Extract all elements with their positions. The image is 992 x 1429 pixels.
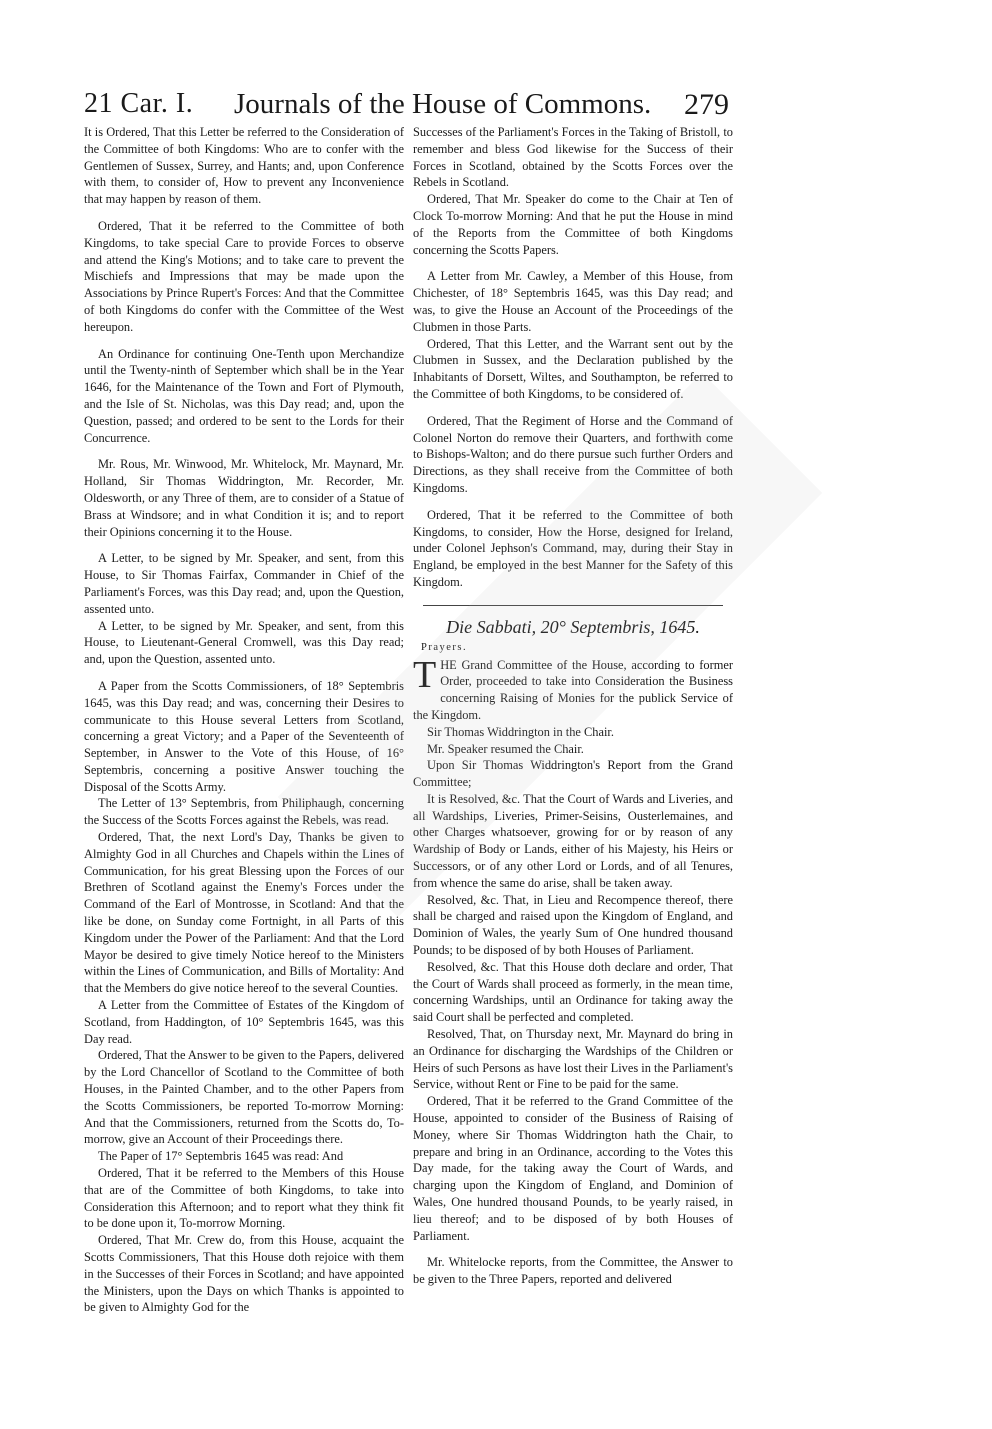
- paragraph: Ordered, That Mr. Crew do, from this House, acquaint the Scotts Commissioners, That this House doth rejoice with them in the Successes of their Forces in Scotland; and have appointed the Ministers, upon the Days on which Thanks is appointed to be given to Almighty God for the: [84, 1233, 404, 1315]
- paragraph: Mr. Whitelocke reports, from the Committee, the Answer to be given to the Three Papers, reported and delivered: [413, 1255, 733, 1287]
- paragraph: It is Ordered, That this Letter be referred to the Consideration of the Committee of both Kingdoms: Who are to confer with the Gentlemen of Sussex, Surrey, and Hants; and, upon Conference with them, to consider of, How to prevent any Inconvenience that may happen by reason of them.: [84, 125, 404, 207]
- paragraph: Resolved, &c. That this House doth declare and order, That the Court of Wards shall proceed as formerly, in the mean time, concerning Wardships, until an Ordinance for taking away the said Court shall be perfected and completed.: [413, 959, 733, 1025]
- paragraph: Resolved, &c. That, in Lieu and Recompence thereof, there shall be charged and raised upon the Kingdom of England, and Dominion of Wales, the yearly Sum of One hundred thousand Pounds; to be disposed of by both Houses of Parliament.: [413, 892, 733, 958]
- section-heading: Die Sabbati, 20° Septembris, 1645.: [446, 616, 700, 637]
- paragraph: Ordered, That, the next Lord's Day, Thanks be given to Almighty God in all Churches and Chapels within the Lines of Communication, for his great Blessing upon the Forces of our Brethren of Scotland against the Enemy's Forces under the Command of the Earl of Montrosse, in Scotland: And that the like be done, on Sunday come Fortnight, in all Parts of this Kingdom under the Power of the Parliament: And that the Lord Mayor be desired to give timely Notice hereof to the Ministers within the Lines of Communication, and Bills of Mortality: And that the Members do give notice hereof to the several Counties.: [84, 830, 404, 996]
- paragraph: A Paper from the Scotts Commissioners, of 18° Septembris 1645, was this Day read; and was, concerning their Desires to communicate to this House several Letters from Scotland, concerning a great Victory; and a Paper of the Seventeenth of September, in Answer to the Vote of this House, of 16° Septembris, concerning a positive Answer touching the Disposal of the Scotts Army.: [84, 678, 404, 794]
- paragraph: Ordered, That this Letter, and the Warrant sent out by the Clubmen in Sussex, and the Declaration published by the Inhabitants of Dorsett, Wiltes, and Southampton, be referred to the Committee of both Kingdoms, to be considered of.: [413, 336, 733, 401]
- paragraph: Sir Thomas Widdrington in the Chair.: [427, 724, 614, 739]
- paragraph: HE Grand Committee of the House, according to former Order, proceeded to take into Consideration the Business concerning Raising of Monies for the publick Service of the Kingdom.: [413, 657, 733, 722]
- paragraph: Upon Sir Thomas Widdrington's Report from the Grand Committee;: [413, 758, 733, 790]
- paragraph: Ordered, That it be referred to the Committee of both Kingdoms, to consider, How the Horse, designed for Ireland, under Colonel Jephson's Command, may, during their Stay in England, be employed in the best Manner for the Safety of this Kingdom.: [413, 507, 733, 589]
- paragraph: Mr. Speaker resumed the Chair.: [427, 741, 584, 756]
- paragraph: A Letter, to be signed by Mr. Speaker, and sent, from this House, to Lieutenant-General Cromwell, was this Day read; and, upon the Question, assented unto.: [84, 618, 404, 667]
- left-column: [84, 124, 404, 1316]
- paragraph: Ordered, That it be referred to the Grand Committee of the House, appointed to consider of the Business of Raising of Money, where Sir Thomas Widdrington hath the Chair, to prepare and bring in an Ordinance, according to the Votes this Day made, for the taking away the Court of Wards, and charging upon the Kingdom of England, and Dominion of Wales, One hundred thousand Pounds, to be yearly raised, in lieu thereof; and to be disposed of by both Houses of Parliament.: [413, 1094, 733, 1243]
- paragraph: Successes of the Parliament's Forces in the Taking of Bristoll, to remember and bless God likewise for the Success of their Forces in Scotland, obtained by the Scotts Forces over the Rebels in Scotland.: [413, 125, 733, 190]
- paragraph: Ordered, That it be referred to the Members of this House that are of the Committee of both Kingdoms, to take into Consideration this Afternoon; and to report what they think fit to be done upon it, To-morrow Morning.: [84, 1166, 404, 1231]
- paragraph: A Letter from Mr. Cawley, a Member of this House, from Chichester, of 18° Septembris 1645, was this Day read; and was, to give the House an Account of the Proceedings of the Clubmen in those Parts.: [413, 269, 733, 334]
- drop-cap: T: [413, 653, 437, 696]
- paragraph: Ordered, That it be referred to the Committee of both Kingdoms, to take special Care to provide Forces to observe and attend the King's Motions; and to take care to prevent the Mischiefs and Impressions that may be made upon the Associations by Prince Rupert's Forces: And that the Committee of both Kingdoms do confer with the Committee of the West hereupon.: [84, 218, 404, 334]
- paragraph: A Letter, to be signed by Mr. Speaker, and sent, from this House, to Sir Thomas Fairfax, Commander in Chief of the Parliament's Forces, was this Day read; and, upon the Question, assented unto.: [84, 551, 404, 616]
- opening-paragraph: [413, 653, 733, 724]
- paragraph: Resolved, That, on Thursday next, Mr. Maynard do bring in an Ordinance for discharging the Wardships of the Children or Heirs of such Persons as have lost their Lives in the Parliament's Service, without Rent or Fine to be paid for the same.: [413, 1027, 733, 1092]
- page-number: 279: [684, 88, 729, 121]
- regnal-year: 21 Car. I.: [84, 88, 194, 119]
- paragraph: An Ordinance for continuing One-Tenth upon Merchandize until the Twenty-ninth of September which shall be in the Year 1646, for the Maintenance of the Town and Fort of Plymouth, and the Isle of St. Nicholas, was this Day read; and, upon the Question, passed; and ordered to be sent to the Lords for their Concurrence.: [84, 346, 404, 445]
- paragraph: Ordered, That the Answer to be given to the Papers, delivered by the Lord Chancellor of Scotland to the Committee of both Houses, in the Painted Chamber, and to the other Papers from the Scotts Commissioners, be reported To-morrow Morning: And that the Commissioners, returned from the Scotts do, To-morrow, give an Account of their Proceedings there.: [84, 1048, 405, 1147]
- paragraph: Ordered, That Mr. Speaker do come to the Chair at Ten of Clock To-morrow Morning: And that he put the House in mind of the Reports from the Committee of both Kingdoms concerning the Scotts Papers.: [413, 192, 733, 257]
- paragraph: It is Resolved, &c. That the Court of Wards and Liveries, and all Wardships, Liveries, Primer-Seisins, Ousterlemaines, and other Charges whatsoever, growing for or by reason of any Wardship of Body or Lands, either of his Majesty, his Heirs or Successors, or of any other Lord or Lords, and of all Tenures, from whence the same do arise, shall be taken away.: [413, 791, 733, 890]
- prayers-label: Prayers.: [421, 641, 468, 653]
- journal-title: Journals of the House of Commons.: [234, 88, 652, 120]
- paragraph: Ordered, That the Regiment of Horse and the Command of Colonel Norton do remove their Quarters, and forthwith come to Bishops-Walton; and do there pursue such further Orders and Directions, as they shall receive from the Committee of both Kingdoms.: [413, 413, 733, 495]
- paragraph: The Letter of 13° Septembris, from Philiphaugh, concerning the Success of the Scotts Forces against the Rebels, was read.: [84, 796, 404, 828]
- right-column: [413, 124, 733, 1288]
- paragraph: The Paper of 17° Septembris 1645 was read: And: [98, 1149, 344, 1164]
- section-divider: [423, 605, 723, 606]
- paragraph: Mr. Rous, Mr. Winwood, Mr. Whitelock, Mr. Maynard, Mr. Holland, Sir Thomas Widdrington, Mr. Recorder, Mr. Oldesworth, or any Three of them, are to consider of a Statue of Brass at Windsore; and in what Condition it is; and to report their Opinions concerning it to the House.: [84, 457, 404, 539]
- page-header: [84, 88, 734, 128]
- paragraph: A Letter from the Committee of Estates of the Kingdom of Scotland, from Haddington, of 10° Septembris 1645, was this Day read.: [84, 998, 404, 1046]
